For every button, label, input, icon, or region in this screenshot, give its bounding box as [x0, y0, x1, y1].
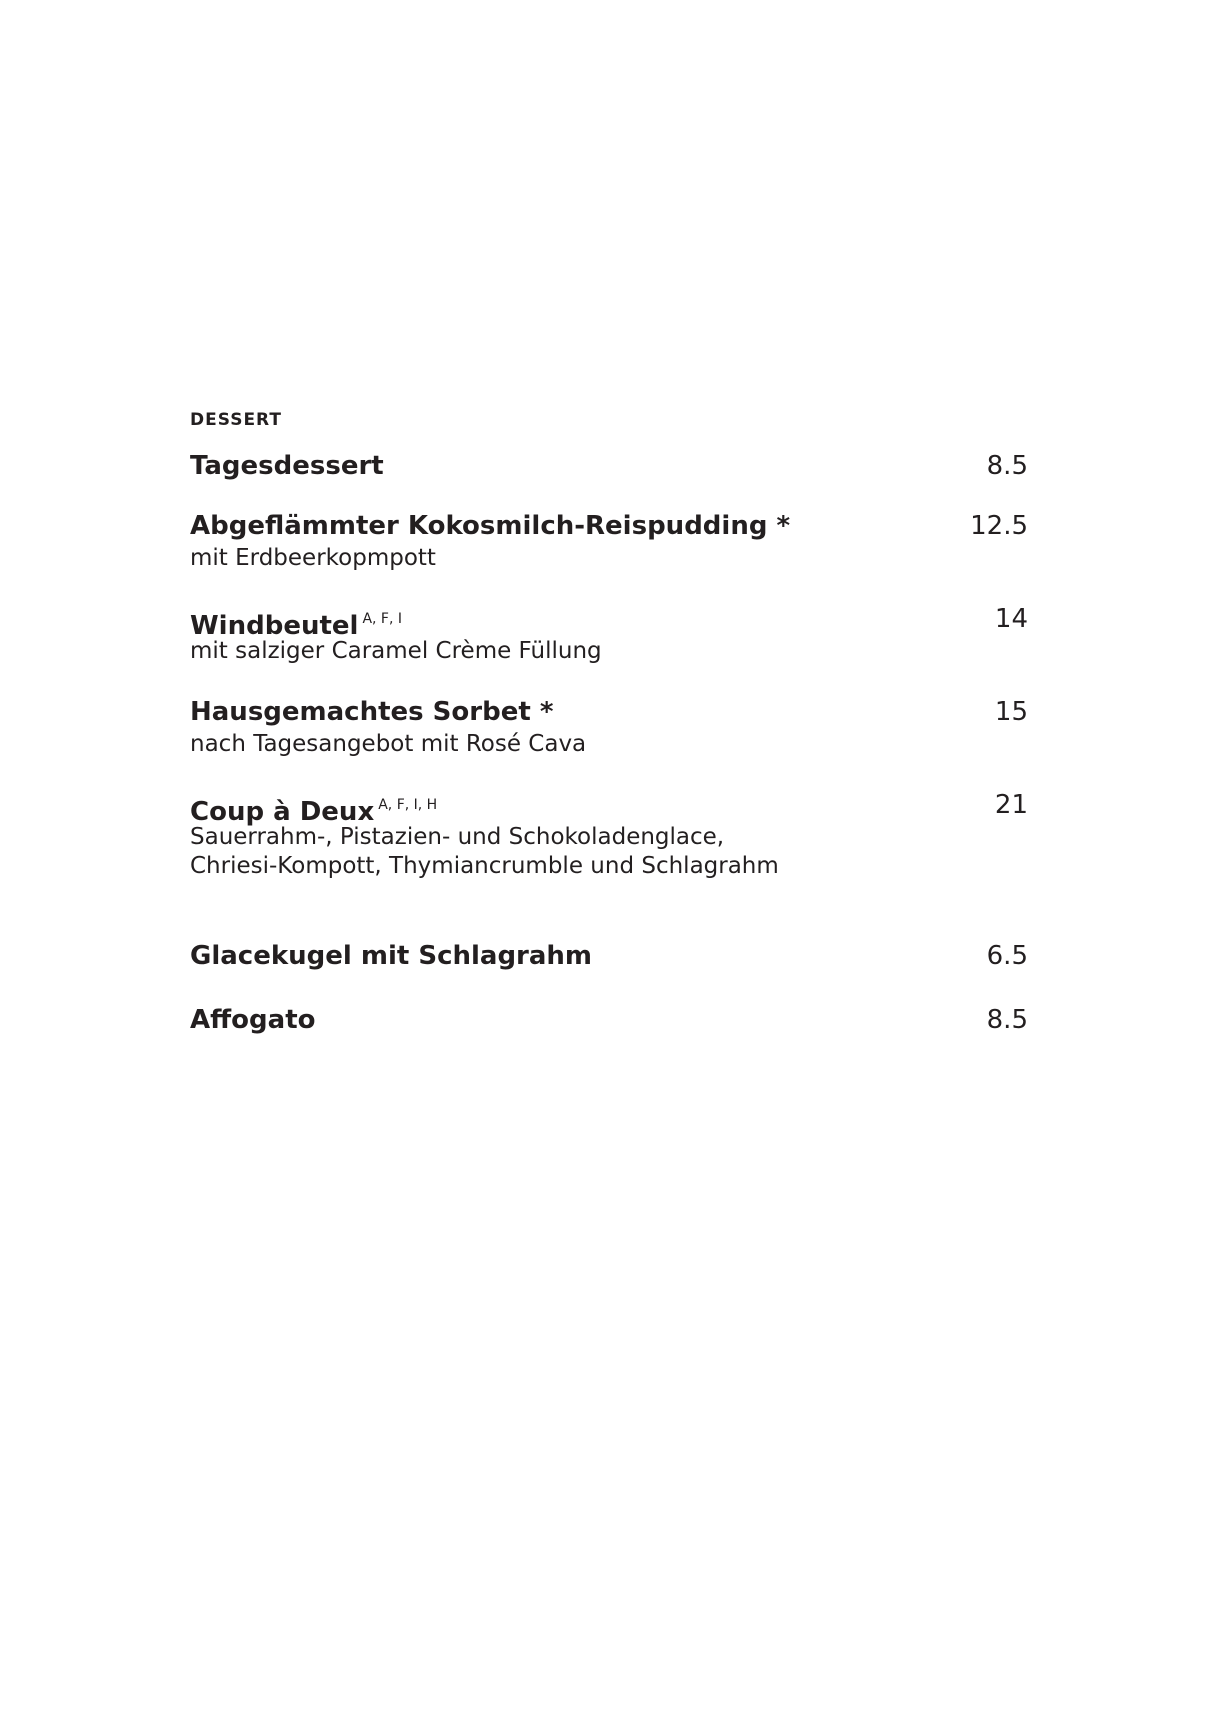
item-name: Affogato — [190, 1005, 316, 1035]
item-name: Coup à Deux — [190, 797, 375, 827]
item-name: Tagesdessert — [190, 451, 384, 481]
item-description: nach Tagesangebot mit Rosé Cava — [190, 731, 587, 757]
item-description: mit Erdbeerkopmpott — [190, 545, 436, 571]
menu-item-sorbet — [190, 694, 1028, 759]
section-label: DESSERT — [190, 410, 282, 430]
menu-item-affogato — [190, 1002, 1028, 1038]
item-description: Chriesi-Kompott, Thymiancrumble und Schlagrahm — [190, 853, 779, 879]
menu-item-glacekugel — [190, 938, 1028, 974]
allergen-codes: A, F, I — [362, 611, 403, 627]
menu-item-reispudding — [190, 508, 1028, 573]
item-price: 8.5 — [986, 1005, 1028, 1035]
item-description: mit salziger Caramel Crème Füllung — [190, 638, 602, 664]
item-name: Hausgemachtes Sorbet * — [190, 697, 554, 727]
menu-item-windbeutel — [190, 601, 1028, 666]
item-price: 8.5 — [986, 451, 1028, 481]
item-name: Abgeflämmter Kokosmilch-Reispudding * — [190, 511, 791, 541]
item-price: 6.5 — [986, 941, 1028, 971]
allergen-codes: A, F, I, H — [378, 797, 438, 813]
item-name: Windbeutel — [190, 611, 359, 641]
item-price: 14 — [994, 604, 1028, 634]
item-price: 15 — [994, 697, 1028, 727]
item-price: 12.5 — [970, 511, 1028, 541]
item-description: Sauerrahm-, Pistazien- und Schokoladenglace, — [190, 824, 725, 850]
menu-item-tagesdessert — [190, 448, 1028, 484]
item-name: Glacekugel mit Schlagrahm — [190, 941, 593, 971]
menu-item-coup-a-deux — [190, 787, 1028, 881]
item-price: 21 — [994, 790, 1028, 820]
